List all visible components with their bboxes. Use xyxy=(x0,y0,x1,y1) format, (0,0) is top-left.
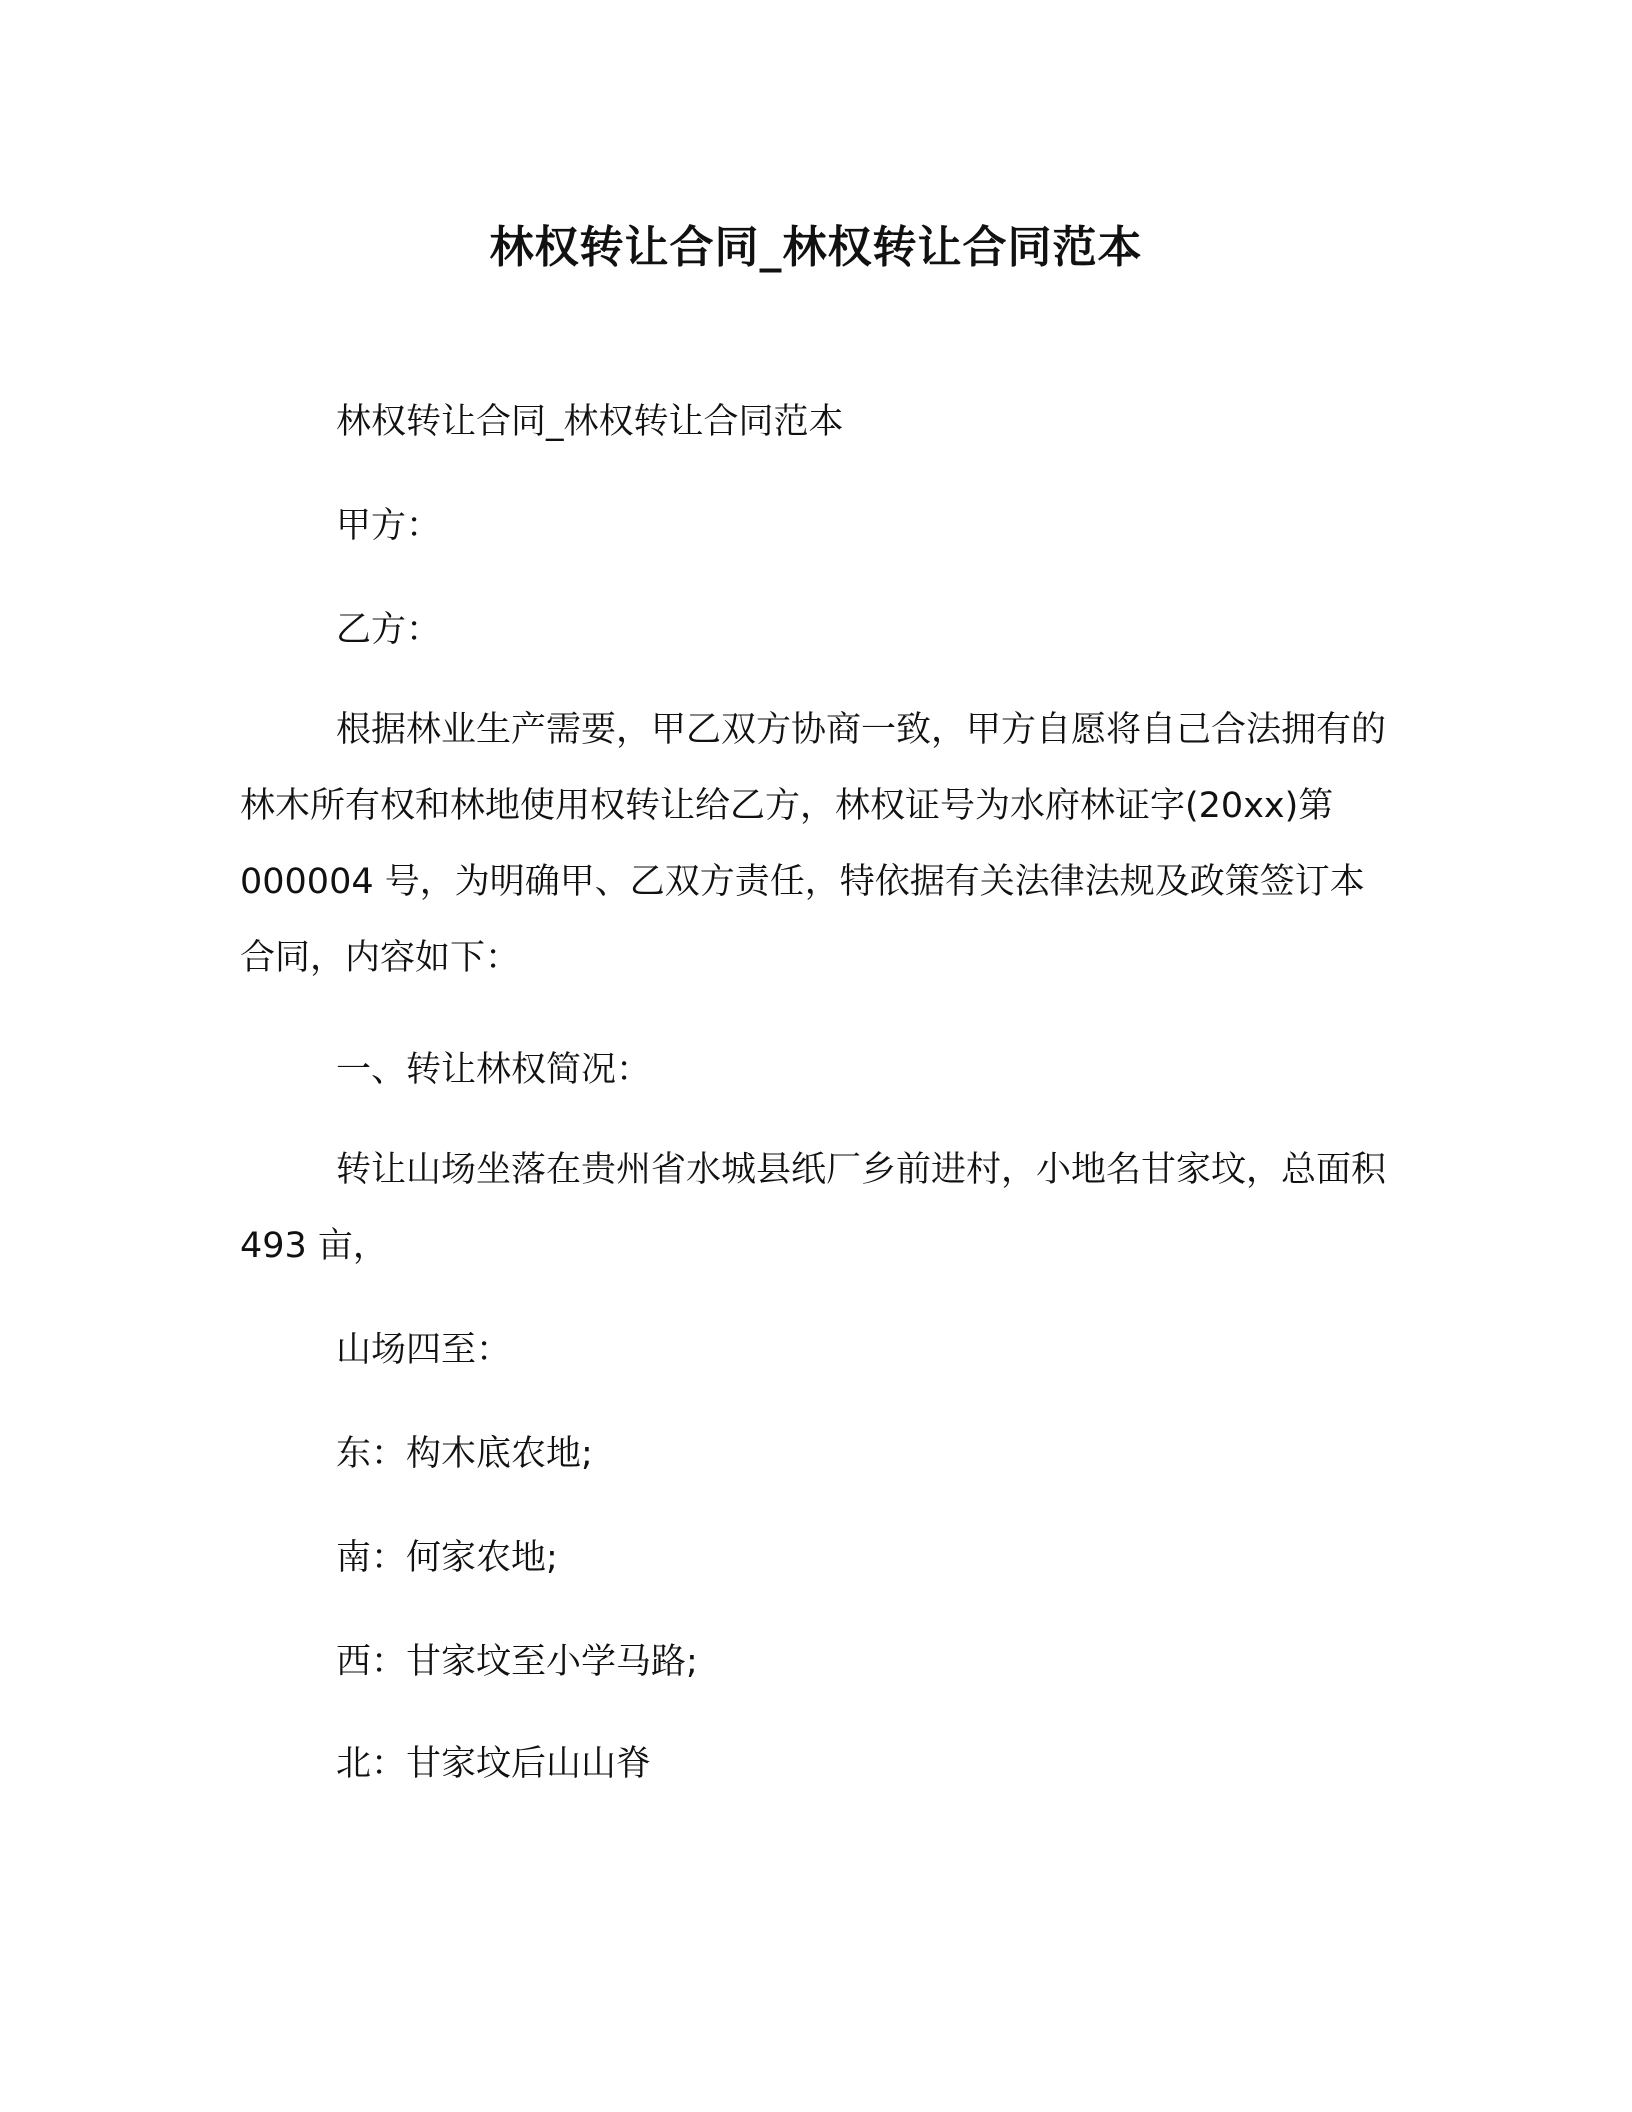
boundary-east: 东：构木底农地; xyxy=(336,1434,593,1474)
section1-paragraph: 转让山场坐落在贵州省水城县纸厂乡前进村，小地名甘家坟，总面积 493 亩， xyxy=(240,1150,1387,1266)
intro-paragraph: 根据林业生产需要，甲乙双方协商一致，甲方自愿将自己合法拥有的林木所有权和林地使用权转让给乙方，林权证号为水府林证字(20xx)第 000004 号，为明确甲、乙双方责任，特依据有关法律法规及政策签订本合同，内容如下： xyxy=(240,710,1387,978)
boundaries-heading: 山场四至： xyxy=(336,1330,512,1370)
boundary-south: 南：何家农地; xyxy=(336,1538,558,1578)
boundary-north: 北：甘家坟后山山脊 xyxy=(336,1744,652,1784)
document-title: 林权转让合同_林权转让合同范本 xyxy=(489,222,1143,273)
document-subtitle: 林权转让合同_林权转让合同范本 xyxy=(336,402,844,442)
section1-heading: 一、转让林权简况： xyxy=(336,1050,652,1090)
party-a-line: 甲方： xyxy=(336,506,442,546)
boundary-west: 西：甘家坟至小学马路; xyxy=(336,1642,698,1682)
party-b-line: 乙方： xyxy=(336,610,442,650)
